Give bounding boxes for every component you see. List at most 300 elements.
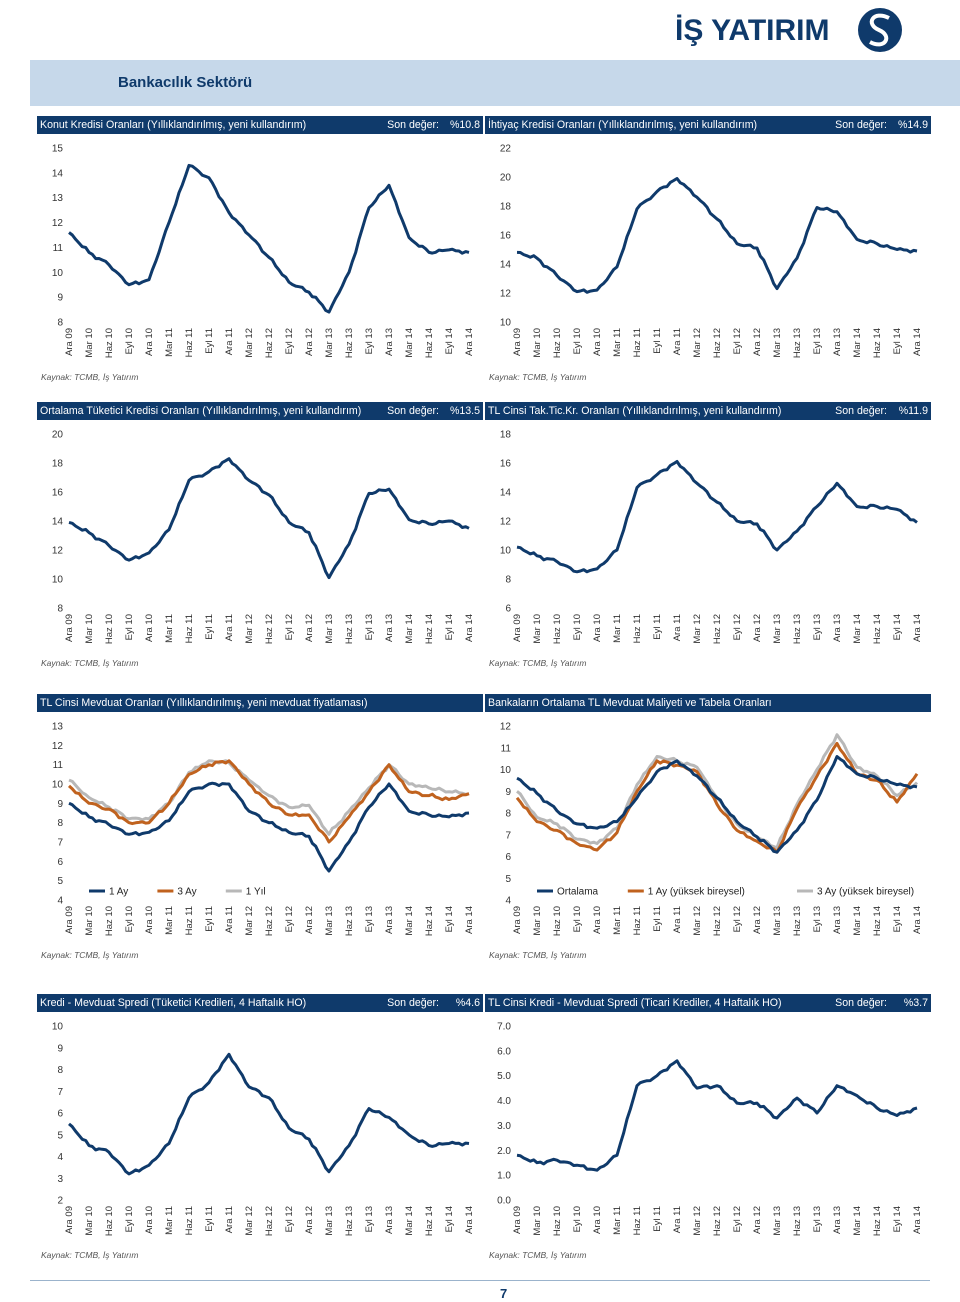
x-tick-label: Ara 11 [672, 906, 683, 934]
x-tick-label: Mar 11 [164, 1206, 175, 1235]
x-tick-label: Haz 13 [344, 1206, 355, 1237]
x-tick-label: Haz 11 [184, 614, 195, 644]
y-tick-label: 16 [499, 458, 511, 470]
series-line [517, 179, 917, 293]
x-tick-label: Haz 13 [344, 906, 355, 937]
series-line [69, 165, 469, 312]
source-note: Kaynak: TCMB, İş Yatırım [489, 1250, 587, 1260]
y-tick-label: 14 [499, 259, 511, 271]
x-tick-label: Mar 10 [84, 328, 95, 358]
x-tick-label: Ara 09 [64, 1206, 75, 1234]
y-tick-label: 18 [499, 429, 511, 441]
y-tick-label: 10 [51, 267, 63, 279]
x-tick-label: Ara 12 [752, 906, 763, 934]
x-tick-label: Haz 12 [712, 906, 723, 937]
x-tick-label: Mar 13 [324, 906, 335, 936]
x-tick-label: Eyl 13 [812, 614, 823, 641]
x-tick-label: Ara 10 [144, 1206, 155, 1234]
x-tick-label: Eyl 11 [652, 328, 663, 354]
panel-header [37, 994, 483, 1012]
x-tick-label: Ara 11 [672, 1206, 683, 1234]
panel-title: Kredi - Mevduat Spredi (Tüketici Kredileri, 4 Haftalık HO) [40, 997, 307, 1009]
x-tick-label: Ara 09 [512, 614, 523, 642]
x-tick-label: Haz 14 [872, 328, 883, 359]
x-tick-label: Haz 10 [104, 328, 115, 359]
x-tick-label: Haz 11 [632, 328, 643, 358]
x-tick-label: Mar 11 [612, 1206, 623, 1235]
x-tick-label: Mar 14 [852, 906, 863, 936]
panel-header [485, 994, 931, 1012]
y-tick-label: 15 [51, 143, 63, 155]
x-tick-label: Ara 10 [592, 614, 603, 642]
panel-header [485, 116, 931, 134]
x-tick-label: Ara 11 [224, 328, 235, 356]
x-tick-label: Mar 14 [404, 328, 415, 358]
x-tick-label: Mar 14 [852, 614, 863, 644]
x-tick-label: Mar 10 [532, 1206, 543, 1236]
x-tick-label: Ara 13 [832, 328, 843, 356]
x-tick-label: Haz 12 [712, 614, 723, 645]
x-tick-label: Haz 10 [104, 614, 115, 645]
x-tick-label: Ara 10 [144, 906, 155, 934]
y-tick-label: 1.0 [497, 1170, 511, 1182]
panel-header [37, 116, 483, 134]
last-value: %4.6 [455, 997, 480, 1009]
y-tick-label: 10 [51, 574, 63, 586]
chart-svg [485, 1018, 931, 1248]
x-tick-label: Mar 12 [244, 328, 255, 358]
panel-header [37, 402, 483, 420]
y-tick-label: 12 [51, 740, 63, 752]
section-title: Bankacılık Sektörü [118, 74, 253, 91]
x-tick-label: Ara 13 [832, 614, 843, 642]
chart-panel-3 [37, 402, 483, 678]
x-tick-label: Ara 14 [464, 328, 475, 356]
x-tick-label: Mar 11 [612, 906, 623, 935]
x-tick-label: Eyl 11 [204, 1206, 215, 1232]
panel-title: Ortalama Tüketici Kredisi Oranları (Yıllıklandırılmış, yeni kullandırım) [40, 405, 362, 417]
x-tick-label: Haz 10 [552, 614, 563, 645]
x-tick-label: Mar 11 [164, 614, 175, 643]
x-tick-label: Mar 12 [244, 1206, 255, 1236]
y-tick-label: 16 [51, 487, 63, 499]
x-tick-label: Eyl 10 [572, 328, 583, 355]
y-tick-label: 3.0 [497, 1120, 511, 1132]
x-tick-label: Eyl 12 [284, 614, 295, 641]
y-tick-label: 5.0 [497, 1071, 511, 1083]
y-tick-label: 12 [51, 545, 63, 557]
x-tick-label: Mar 13 [772, 1206, 783, 1236]
last-value: %13.5 [449, 405, 480, 417]
x-tick-label: Haz 13 [792, 328, 803, 359]
x-tick-label: Eyl 10 [572, 906, 583, 933]
y-tick-label: 0.0 [497, 1195, 511, 1207]
y-tick-label: 13 [51, 721, 63, 733]
y-tick-label: 18 [499, 201, 511, 213]
brand-name: İŞ YATIRIM [675, 14, 830, 47]
chart-svg [485, 140, 931, 370]
x-tick-label: Mar 10 [532, 614, 543, 644]
brand-logo [675, 4, 915, 54]
x-tick-label: Eyl 11 [652, 906, 663, 932]
last-value: %10.8 [449, 119, 480, 131]
panel-title: TL Cinsi Mevduat Oranları (Yıllıklandırılmış, yeni mevduat fiyatlaması) [40, 697, 368, 709]
y-tick-label: 10 [499, 765, 511, 776]
chart-svg [485, 426, 931, 656]
series-line [517, 462, 917, 572]
y-tick-label: 8 [57, 603, 63, 615]
x-tick-label: Eyl 12 [732, 906, 743, 933]
x-tick-label: Eyl 14 [444, 328, 455, 355]
x-tick-label: Haz 14 [872, 906, 883, 937]
x-tick-label: Ara 14 [912, 328, 923, 356]
x-tick-label: Mar 13 [324, 614, 335, 644]
y-tick-label: 7 [505, 830, 511, 842]
x-tick-label: Eyl 12 [284, 1206, 295, 1233]
x-tick-label: Ara 10 [144, 614, 155, 642]
chart-panel-4 [485, 402, 931, 678]
x-tick-label: Mar 13 [772, 328, 783, 358]
series-line [69, 761, 469, 842]
x-tick-label: Mar 12 [244, 614, 255, 644]
y-tick-label: 14 [51, 168, 63, 180]
chart-svg [37, 140, 483, 370]
source-note: Kaynak: TCMB, İş Yatırım [41, 658, 139, 668]
x-tick-label: Haz 11 [184, 328, 195, 358]
x-tick-label: Mar 10 [84, 1206, 95, 1236]
y-tick-label: 5 [505, 873, 511, 885]
last-value: %11.9 [898, 405, 928, 417]
y-tick-label: 4 [57, 1152, 63, 1163]
x-tick-label: Haz 11 [632, 1206, 643, 1236]
x-tick-label: Mar 13 [324, 328, 335, 358]
x-tick-label: Ara 13 [384, 328, 395, 356]
y-tick-label: 12 [499, 516, 511, 528]
x-tick-label: Eyl 10 [124, 1206, 135, 1233]
chart-panel-1 [37, 116, 483, 392]
series-line [517, 735, 917, 848]
source-note: Kaynak: TCMB, İş Yatırım [41, 950, 139, 960]
legend-label: Ortalama [557, 886, 599, 898]
x-tick-label: Ara 12 [752, 328, 763, 356]
series-line [517, 1061, 917, 1170]
x-tick-label: Ara 11 [672, 614, 683, 642]
panel-title: Bankaların Ortalama TL Mevduat Maliyeti ve Tabela Oranları [488, 697, 772, 709]
series-line [69, 1054, 469, 1174]
x-tick-label: Eyl 14 [892, 906, 903, 933]
x-tick-label: Haz 10 [104, 1206, 115, 1237]
x-tick-label: Mar 12 [692, 614, 703, 644]
x-tick-label: Mar 11 [164, 906, 175, 935]
y-tick-label: 9 [57, 1043, 63, 1055]
x-tick-label: Ara 09 [512, 328, 523, 356]
y-tick-label: 9 [505, 786, 511, 798]
last-value-label: Son değer: [387, 405, 439, 417]
x-tick-label: Eyl 11 [204, 906, 215, 932]
x-tick-label: Mar 10 [532, 328, 543, 358]
x-tick-label: Haz 14 [424, 614, 435, 645]
x-tick-label: Mar 11 [612, 328, 623, 357]
y-tick-label: 5 [57, 1130, 63, 1142]
x-tick-label: Ara 14 [464, 614, 475, 642]
y-tick-label: 12 [499, 288, 511, 300]
x-tick-label: Eyl 11 [652, 1206, 663, 1232]
y-tick-label: 8 [505, 808, 511, 820]
y-tick-label: 11 [500, 743, 511, 755]
x-tick-label: Mar 13 [772, 614, 783, 644]
last-value: %14.9 [897, 119, 928, 131]
y-tick-label: 4.0 [497, 1096, 511, 1108]
panel-header [485, 402, 931, 420]
x-tick-label: Haz 12 [712, 1206, 723, 1237]
x-tick-label: Mar 10 [84, 906, 95, 936]
x-tick-label: Ara 11 [672, 328, 683, 356]
x-tick-label: Eyl 14 [444, 614, 455, 641]
source-note: Kaynak: TCMB, İş Yatırım [489, 950, 587, 960]
x-tick-label: Eyl 10 [572, 614, 583, 641]
x-tick-label: Haz 11 [632, 906, 643, 936]
last-value-label: Son değer: [387, 119, 439, 131]
chart-panel-7 [37, 994, 483, 1270]
y-tick-label: 11 [52, 242, 63, 254]
x-tick-label: Ara 14 [912, 906, 923, 934]
x-tick-label: Ara 11 [224, 614, 235, 642]
x-tick-label: Haz 14 [872, 1206, 883, 1237]
x-tick-label: Eyl 14 [892, 328, 903, 355]
x-tick-label: Haz 12 [264, 906, 275, 937]
y-tick-label: 4 [57, 895, 63, 907]
x-tick-label: Mar 14 [852, 328, 863, 358]
x-tick-label: Haz 11 [184, 1206, 195, 1236]
y-tick-label: 12 [499, 721, 511, 733]
y-tick-label: 9 [57, 798, 63, 810]
x-tick-label: Eyl 14 [444, 906, 455, 933]
chart-panel-5 [37, 694, 483, 970]
x-tick-label: Eyl 13 [812, 906, 823, 933]
y-tick-label: 22 [499, 143, 511, 155]
x-tick-label: Eyl 10 [124, 614, 135, 641]
x-tick-label: Eyl 12 [732, 328, 743, 355]
y-tick-label: 12 [51, 218, 63, 230]
x-tick-label: Mar 12 [244, 906, 255, 936]
x-tick-label: Haz 13 [344, 328, 355, 359]
x-tick-label: Mar 14 [404, 1206, 415, 1236]
x-tick-label: Haz 13 [792, 614, 803, 645]
y-tick-label: 2.0 [497, 1145, 511, 1157]
y-tick-label: 6 [57, 1108, 63, 1120]
panel-title: TL Cinsi Kredi - Mevduat Spredi (Ticari Krediler, 4 Haftalık HO) [488, 997, 782, 1009]
last-value-label: Son değer: [387, 997, 439, 1009]
y-tick-label: 10 [499, 317, 511, 329]
chart-svg [37, 1018, 483, 1248]
x-tick-label: Ara 12 [304, 328, 315, 356]
x-tick-label: Ara 13 [384, 614, 395, 642]
x-tick-label: Eyl 13 [812, 328, 823, 355]
x-tick-label: Mar 14 [404, 906, 415, 936]
x-tick-label: Mar 14 [404, 614, 415, 644]
legend-label: 3 Ay (yüksek bireysel) [817, 886, 915, 898]
x-tick-label: Haz 12 [264, 1206, 275, 1237]
x-tick-label: Ara 14 [912, 1206, 923, 1234]
x-tick-label: Mar 11 [164, 328, 175, 357]
x-tick-label: Ara 10 [592, 1206, 603, 1234]
chart-svg [37, 426, 483, 656]
x-tick-label: Eyl 14 [892, 1206, 903, 1233]
x-tick-label: Ara 09 [512, 1206, 523, 1234]
x-tick-label: Ara 09 [64, 614, 75, 642]
panel-title: İhtiyaç Kredisi Oranları (Yıllıklandırılmış, yeni kullandırım) [488, 119, 758, 131]
x-tick-label: Eyl 13 [364, 906, 375, 933]
x-tick-label: Mar 12 [692, 1206, 703, 1236]
y-tick-label: 16 [499, 230, 511, 242]
y-tick-label: 6 [57, 856, 63, 868]
x-tick-label: Ara 10 [592, 328, 603, 356]
y-tick-label: 13 [51, 193, 63, 205]
x-tick-label: Eyl 14 [444, 1206, 455, 1233]
x-tick-label: Ara 14 [912, 614, 923, 642]
x-tick-label: Mar 10 [84, 614, 95, 644]
y-tick-label: 7.0 [497, 1021, 511, 1033]
x-tick-label: Eyl 10 [124, 328, 135, 355]
panel-title: Konut Kredisi Oranları (Yıllıklandırılmış, yeni kullandırım) [40, 119, 307, 131]
x-tick-label: Haz 11 [184, 906, 195, 936]
x-tick-label: Eyl 13 [364, 614, 375, 641]
x-tick-label: Haz 10 [552, 906, 563, 937]
x-tick-label: Haz 10 [552, 1206, 563, 1237]
x-tick-label: Haz 11 [632, 614, 643, 644]
x-tick-label: Ara 09 [512, 906, 523, 934]
y-tick-label: 20 [499, 172, 511, 184]
y-tick-label: 7 [57, 837, 63, 849]
y-tick-label: 4 [505, 895, 511, 907]
x-tick-label: Mar 13 [772, 906, 783, 936]
y-tick-label: 2 [57, 1195, 63, 1207]
chart-svg [485, 718, 931, 948]
x-tick-label: Haz 13 [792, 1206, 803, 1237]
x-tick-label: Mar 12 [692, 906, 703, 936]
x-tick-label: Eyl 13 [364, 328, 375, 355]
x-tick-label: Ara 10 [592, 906, 603, 934]
x-tick-label: Ara 11 [224, 1206, 235, 1234]
y-tick-label: 20 [51, 429, 63, 441]
legend-label: 1 Ay (yüksek bireysel) [647, 886, 745, 898]
x-tick-label: Ara 12 [752, 614, 763, 642]
y-tick-label: 8 [57, 317, 63, 329]
y-tick-label: 8 [57, 1065, 63, 1076]
x-tick-label: Haz 14 [424, 1206, 435, 1237]
x-tick-label: Haz 14 [424, 328, 435, 359]
x-tick-label: Haz 13 [344, 614, 355, 645]
y-tick-label: 10 [499, 545, 511, 557]
x-tick-label: Eyl 10 [124, 906, 135, 933]
last-value-label: Son değer: [835, 997, 887, 1009]
x-tick-label: Ara 13 [384, 1206, 395, 1234]
x-tick-label: Haz 14 [872, 614, 883, 645]
x-tick-label: Ara 12 [304, 614, 315, 642]
x-tick-label: Eyl 12 [284, 328, 295, 355]
y-tick-label: 8 [505, 574, 511, 586]
x-tick-label: Mar 14 [852, 1206, 863, 1236]
x-tick-label: Eyl 11 [204, 328, 215, 354]
x-tick-label: Ara 14 [464, 1206, 475, 1234]
y-tick-label: 18 [51, 458, 63, 470]
x-tick-label: Eyl 14 [892, 614, 903, 641]
y-tick-label: 6.0 [497, 1046, 511, 1058]
y-tick-label: 6 [505, 603, 511, 615]
x-tick-label: Eyl 12 [732, 614, 743, 641]
chart-panel-6 [485, 694, 931, 970]
x-tick-label: Ara 09 [64, 328, 75, 356]
x-tick-label: Haz 12 [712, 328, 723, 359]
y-tick-label: 14 [51, 516, 63, 528]
x-tick-label: Eyl 12 [732, 1206, 743, 1233]
source-note: Kaynak: TCMB, İş Yatırım [41, 1250, 139, 1260]
footer-divider [30, 1280, 930, 1281]
x-tick-label: Ara 12 [304, 906, 315, 934]
y-tick-label: 14 [499, 487, 511, 499]
x-tick-label: Haz 10 [552, 328, 563, 359]
x-tick-label: Eyl 13 [812, 1206, 823, 1233]
y-tick-label: 5 [57, 876, 63, 888]
y-tick-label: 11 [52, 760, 63, 772]
x-tick-label: Mar 10 [532, 906, 543, 936]
panel-header [37, 694, 483, 712]
section-band [30, 60, 960, 106]
source-note: Kaynak: TCMB, İş Yatırım [489, 658, 587, 668]
source-note: Kaynak: TCMB, İş Yatırım [41, 372, 139, 382]
last-value-label: Son değer: [835, 119, 887, 131]
x-tick-label: Ara 10 [144, 328, 155, 356]
x-tick-label: Eyl 11 [204, 614, 215, 640]
legend-label: 3 Ay [177, 886, 197, 898]
x-tick-label: Haz 13 [792, 906, 803, 937]
source-note: Kaynak: TCMB, İş Yatırım [489, 372, 587, 382]
x-tick-label: Mar 12 [692, 328, 703, 358]
x-tick-label: Ara 13 [832, 1206, 843, 1234]
chart-panel-2 [485, 116, 931, 392]
x-tick-label: Ara 11 [224, 906, 235, 934]
y-tick-label: 3 [57, 1173, 63, 1185]
legend-label: 1 Ay [109, 886, 129, 898]
x-tick-label: Haz 14 [424, 906, 435, 937]
panel-header [485, 694, 931, 712]
chart-panel-8 [485, 994, 931, 1270]
x-tick-label: Mar 11 [612, 614, 623, 643]
last-value: %3.7 [903, 997, 928, 1009]
y-tick-label: 10 [51, 779, 63, 791]
x-tick-label: Haz 12 [264, 614, 275, 645]
y-tick-label: 8 [57, 818, 63, 830]
x-tick-label: Ara 12 [304, 1206, 315, 1234]
x-tick-label: Eyl 10 [572, 1206, 583, 1233]
x-tick-label: Ara 13 [832, 906, 843, 934]
x-tick-label: Ara 13 [384, 906, 395, 934]
series-line [69, 459, 469, 578]
y-tick-label: 10 [51, 1021, 63, 1033]
x-tick-label: Ara 09 [64, 906, 75, 934]
y-tick-label: 7 [57, 1086, 63, 1098]
page-number: 7 [500, 1286, 508, 1301]
x-tick-label: Haz 10 [104, 906, 115, 937]
y-tick-label: 9 [57, 292, 63, 304]
x-tick-label: Eyl 13 [364, 1206, 375, 1233]
x-tick-label: Ara 14 [464, 906, 475, 934]
last-value-label: Son değer: [835, 405, 887, 417]
x-tick-label: Ara 12 [752, 1206, 763, 1234]
is-yatirim-logo-icon [675, 4, 915, 54]
legend-label: 1 Yıl [245, 886, 266, 898]
x-tick-label: Haz 12 [264, 328, 275, 359]
